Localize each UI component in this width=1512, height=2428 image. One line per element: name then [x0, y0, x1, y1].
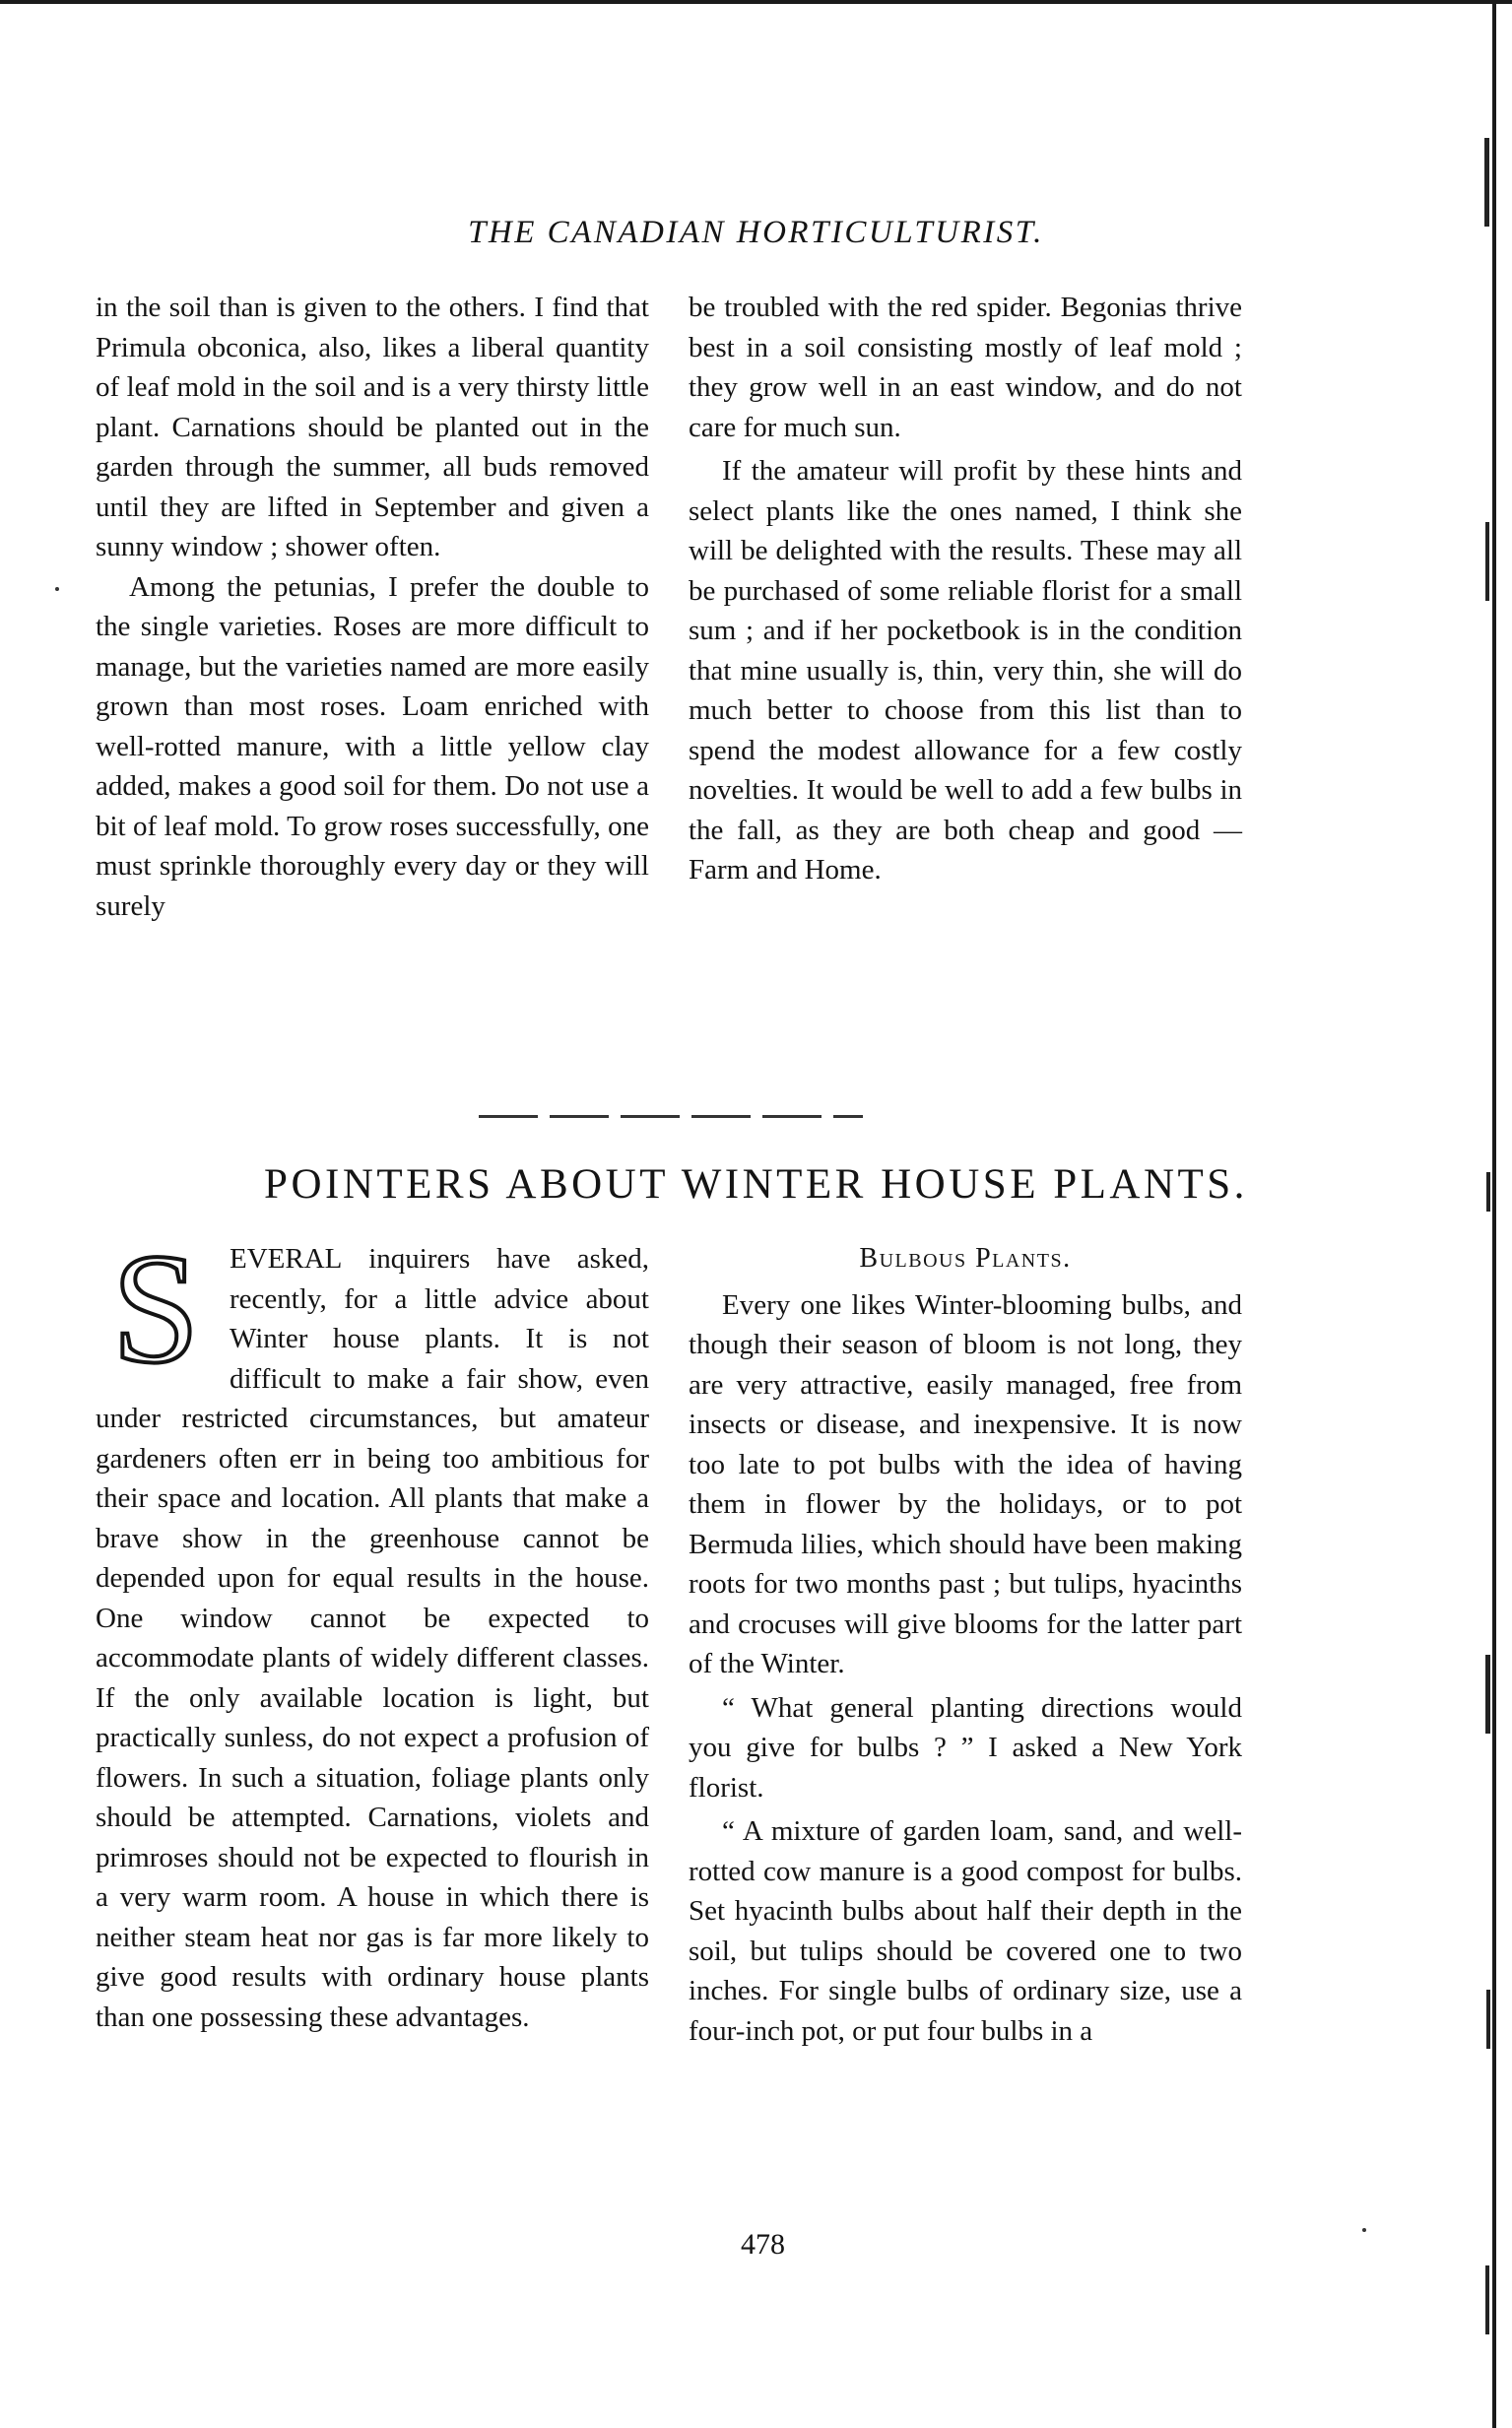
edge-mark: [1485, 522, 1489, 601]
article-right-column: [689, 1239, 1242, 2051]
scan-speck: [55, 587, 59, 591]
paragraph: “ A mixture of garden loam, sand, and well-rotted cow manure is a good compost for bulbs. Set hyacinth bulbs about half their depth in the soil, but tulips should be covered one to two inches. For single bulbs of ordinary size, use a four-inch pot, or put four bulbs in a: [689, 1815, 1242, 2047]
scan-top-edge: [0, 0, 1512, 4]
scan-right-edge: [1492, 0, 1496, 2428]
edge-mark: [1485, 1655, 1490, 1734]
article-title: POINTERS ABOUT WINTER HOUSE PLANTS.: [264, 1161, 1248, 1208]
lead-text: inquirers have asked, recently, for a little advice about Winter house plants. It is not difficult to make a fair show, even under restricted circumstances, but amateur gardeners often err in being too ambitious for their space and location. All plants that make a brave show in the greenhouse cannot be depended upon for equal results in the house. One window cannot be expected to accommodate plants of widely different classes. If the only available location is light, but practically sunless, do not expect a profusion of flowers. In such a situation, foliage plants only should be attempted. Carnations, violets and primroses should not be expected to flourish in a very warm room. A house in which there is neither steam heat nor gas is far more likely to give good results with ordinary house plants than one possessing these advantages.: [96, 1243, 649, 2033]
drop-cap: [96, 1245, 216, 1373]
lead-small-caps: EVERAL: [230, 1243, 343, 1275]
paragraph: Every one likes Winter-blooming bulbs, and though their season of bloom is not long, they are very attractive, easily managed, free from insects or disease, and inexpensive. It is now too late to pot bulbs with the idea of having them in flower by the holidays, or to pot Bermuda lilies, which should have been making roots for two months past ; but tulips, hyacinths and crocuses will give blooms for the latter part of the Winter.: [689, 1288, 1242, 1679]
lead-paragraph: [96, 1239, 649, 2037]
previous-article-left-column: [96, 288, 649, 926]
edge-mark: [1486, 1990, 1490, 2049]
previous-article-right-column: [689, 288, 1242, 890]
article-left-column: [96, 1239, 649, 2037]
edge-mark: [1484, 138, 1489, 227]
paragraph: If the amateur will profit by these hints and select plants like the ones named, I think she will be delighted with the results. These may all be purchased of some reliable florist for a small sum ; and if her pocketbook is in the condition that mine usually is, thin, very thin, she will do much better to choose from this list than to spend the modest allowance for a few costly novelties. It would be well to add a few bulbs in the fall, as they are both cheap and good —Farm and Home.: [689, 455, 1242, 886]
page-number: 478: [741, 2228, 785, 2261]
drop-cap-s-icon: [96, 1245, 216, 1373]
edge-mark: [1485, 2265, 1489, 2334]
drop-cap-letter: S: [111, 1245, 200, 1373]
section-divider: [479, 1115, 863, 1118]
subheading: Bulbous Plants.: [859, 1243, 1072, 1274]
running-head: THE CANADIAN HORTICULTURIST.: [468, 215, 1044, 250]
paragraph: be troubled with the red spider. Begonias thrive best in a soil consisting mostly of leaf mold ; they grow well in an east window, and do not care for much sun.: [689, 292, 1242, 443]
paragraph: in the soil than is given to the others. I find that Primula obconica, also, likes a liberal quantity of leaf mold in the soil and is a very thirsty little plant. Carnations should be planted out in the garden through the summer, all buds removed until they are lifted in September and given a sunny window ; shower often.: [96, 292, 649, 562]
paragraph: “ What general planting directions would you give for bulbs ? ” I asked a New York florist.: [689, 1691, 1242, 1804]
scan-speck: [1362, 2228, 1366, 2232]
paragraph: Among the petunias, I prefer the double to the single varieties. Roses are more difficult to manage, but the varieties named are more easily grown than most roses. Loam enriched with well-rotted manure, with a little yellow clay added, makes a good soil for them. Do not use a bit of leaf mold. To grow roses successfully, one must sprinkle thoroughly every day or they will surely: [96, 570, 649, 922]
